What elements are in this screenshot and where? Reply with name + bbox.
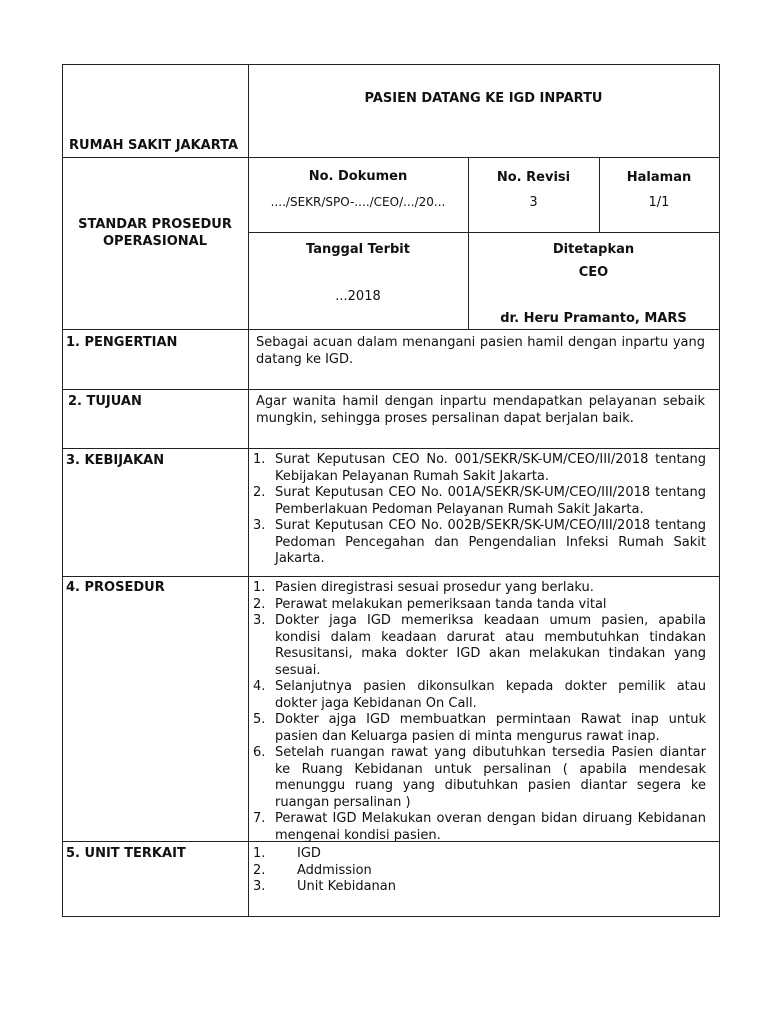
list-number: 7. [253, 811, 266, 826]
list-item [251, 846, 706, 863]
table-rule [62, 389, 720, 390]
table-border-top [62, 64, 720, 65]
halaman-value: 1/1 [648, 195, 670, 210]
section-text-pengertian: Sebagai acuan dalam menangani pasien hamil dengan inpartu yang datang ke IGD. [256, 335, 705, 367]
list-item [251, 745, 706, 811]
list-item [251, 679, 706, 712]
section-label-pengertian: 1. PENGERTIAN [66, 335, 178, 350]
list-text: Setelah ruangan rawat yang dibutuhkan tersedia Pasien diantar ke Ruang Kebidanan untuk persalinan ( apabila mendesak menunggu ruang yang dibutuhkan pasien diantar segera ke ruangan persalinan ) [275, 745, 706, 810]
list-item [251, 485, 706, 518]
no-revisi-value: 3 [529, 195, 538, 210]
ditetapkan-name: dr. Heru Pramanto, MARS [500, 311, 687, 326]
ditetapkan-label: Ditetapkan [552, 242, 635, 257]
list-item [251, 879, 706, 896]
list-text: Unit Kebidanan [297, 879, 396, 894]
list-number: 1. [253, 580, 266, 595]
table-rule [62, 157, 720, 158]
no-dokumen-value: ..../SEKR/SPO-..../CEO/.../20... [270, 195, 446, 209]
section-label-prosedur: 4. PROSEDUR [66, 580, 165, 595]
section-label-kebijakan: 3. KEBIJAKAN [66, 453, 165, 468]
list-text: Perawat melakukan pemeriksaan tanda tanda vital [275, 596, 607, 612]
list-item [251, 518, 706, 568]
list-text: Surat Keputusan CEO No. 001/SEKR/SK-UM/CEO/III/2018 tentang Kebijakan Pelayanan Rumah Sakit Jakarta. [275, 452, 706, 484]
prosedur-list [251, 580, 706, 844]
unit-terkait-list [251, 846, 706, 896]
list-item [251, 613, 706, 679]
list-number: 1. [253, 846, 266, 861]
ditetapkan-role: CEO [578, 265, 609, 280]
no-dokumen-label: No. Dokumen [308, 169, 408, 184]
list-number: 2. [253, 862, 266, 878]
list-text: Perawat IGD Melakukan overan dengan bidan diruang Kebidanan mengenai kondisi pasien. [275, 811, 706, 843]
list-number: 3. [253, 613, 266, 628]
list-text: Addmission [297, 862, 372, 878]
section-text-tujuan: Agar wanita hamil dengan inpartu mendapatkan pelayanan sebaik mungkin, sehingga proses persalinan dapat berjalan baik. [256, 394, 705, 426]
table-rule [62, 576, 720, 577]
list-number: 2. [253, 485, 266, 500]
list-item [251, 580, 706, 597]
list-number: 5. [253, 712, 266, 727]
table-rule [62, 329, 720, 330]
list-item [251, 597, 706, 614]
list-number: 3. [253, 518, 266, 533]
list-number: 6. [253, 745, 266, 760]
list-number: 4. [253, 679, 266, 694]
halaman-label: Halaman [626, 170, 692, 185]
table-border-right [719, 64, 720, 917]
table-rule [62, 448, 720, 449]
list-text: Surat Keputusan CEO No. 001A/SEKR/SK-UM/CEO/III/2018 tentang Pemberlakuan Pedoman Pelayanan Rumah Sakit Jakarta. [275, 485, 706, 517]
doc-type-label: STANDAR PROSEDUR OPERASIONAL [78, 217, 232, 249]
table-divider [248, 64, 249, 917]
tanggal-terbit-value: ...2018 [335, 289, 381, 304]
list-number: 2. [253, 596, 266, 612]
list-text: Dokter ajga IGD membuatkan permintaan Rawat inap untuk pasien dan Keluarga pasien di minta mengurus rawat inap. [275, 712, 706, 744]
tanggal-terbit-label: Tanggal Terbit [306, 242, 410, 257]
section-label-tujuan: 2. TUJUAN [68, 394, 142, 409]
list-text: IGD [297, 846, 321, 861]
no-revisi-label: No. Revisi [496, 170, 571, 185]
list-text: Pasien diregistrasi sesuai prosedur yang berlaku. [275, 580, 594, 595]
kebijakan-list [251, 452, 706, 568]
list-number: 1. [253, 452, 266, 467]
table-border-bottom [62, 916, 720, 917]
list-item [251, 863, 706, 880]
table-rule [248, 232, 720, 233]
table-border-left [62, 64, 63, 917]
list-item [251, 712, 706, 745]
list-text: Selanjutnya pasien dikonsulkan kepada dokter pemilik atau dokter jaga Kebidanan On Call. [275, 679, 706, 711]
list-text: Dokter jaga IGD memeriksa keadaan umum pasien, apabila kondisi dalam keadaan darurat atau membutuhkan tindakan Resusitansi, maka dokter IGD akan melakukan tindakan yang sesuai. [275, 613, 706, 678]
hospital-name: RUMAH SAKIT JAKARTA [69, 138, 239, 153]
list-item [251, 811, 706, 844]
section-label-unit-terkait: 5. UNIT TERKAIT [66, 846, 186, 861]
list-number: 3. [253, 879, 266, 894]
list-text: Surat Keputusan CEO No. 002B/SEKR/SK-UM/CEO/III/2018 tentang Pedoman Pencegahan dan Pengendalian Infeksi Rumah Sakit Jakarta. [275, 518, 706, 566]
list-item [251, 452, 706, 485]
document-title: PASIEN DATANG KE IGD INPARTU [364, 91, 603, 106]
